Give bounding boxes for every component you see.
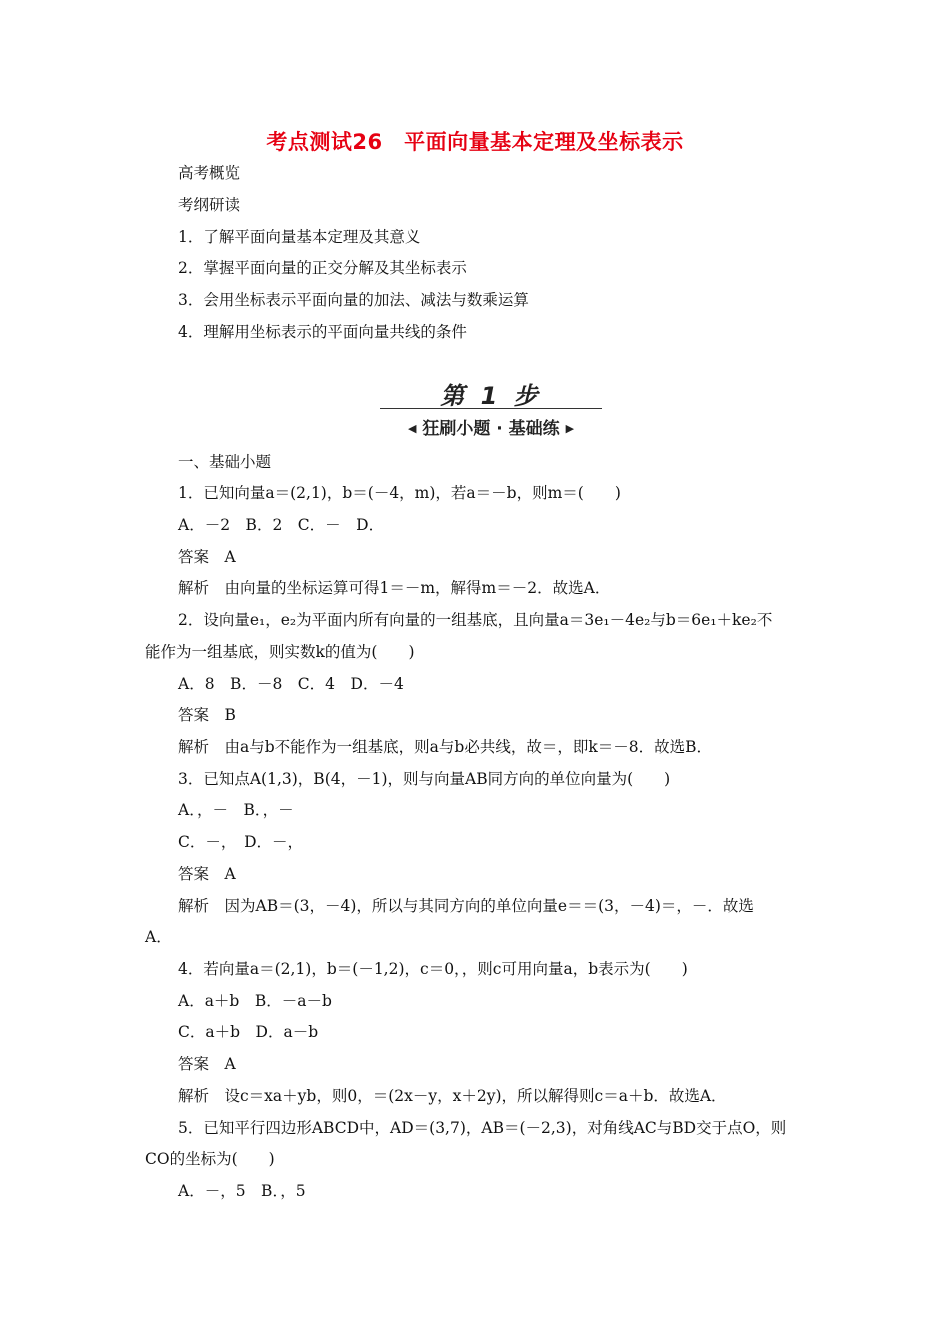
question-2-explanation: 解析 由a与b不能作为一组基底，则a与b必共线，故＝，即k＝－8．故选B． xyxy=(178,738,712,756)
question-1: 1．已知向量a＝(2,1)，b＝(－4，m)，若a＝－b，则m＝( ) xyxy=(178,484,621,502)
page-title: 考点测试26 平面向量基本定理及坐标表示 xyxy=(266,130,684,154)
question-4-answer: 答案 A xyxy=(178,1055,236,1073)
question-3-explanation: 解析 因为AB＝(3，－4)，所以与其同方向的单位向量e＝＝(3，－4)＝，－．故选 xyxy=(178,897,754,915)
step-subtitle xyxy=(380,414,602,439)
step-divider xyxy=(380,408,602,409)
step-subtitle-text: 狂刷小题 · 基础练 xyxy=(422,419,560,439)
question-3-options-cd: C．－， D．－， xyxy=(178,833,304,851)
question-2-options: A．8 B．－8 C．4 D．－4 xyxy=(178,675,404,693)
question-2-answer: 答案 B xyxy=(178,706,236,724)
syllabus-item: 4．理解用坐标表示的平面向量共线的条件 xyxy=(178,323,467,341)
step-title: 第 1 步 xyxy=(440,382,542,410)
question-2-continued: 能作为一组基底，则实数k的值为( ) xyxy=(145,643,415,661)
question-4-options-cd: C．a＋b D．a－b xyxy=(178,1023,319,1041)
question-1-options: A．－2 B．2 C．－ D． xyxy=(178,516,385,534)
question-3-explanation-continued: A． xyxy=(145,928,172,946)
step-banner xyxy=(380,376,602,442)
intro-subheading: 考纲研读 xyxy=(178,196,241,214)
syllabus-item: 1．了解平面向量基本定理及其意义 xyxy=(178,228,421,246)
question-3-answer: 答案 A xyxy=(178,865,236,883)
left-triangle-icon: ◀ xyxy=(407,422,417,435)
right-triangle-icon: ▶ xyxy=(565,422,575,435)
intro-heading: 高考概览 xyxy=(178,164,241,182)
syllabus-item: 2．掌握平面向量的正交分解及其坐标表示 xyxy=(178,259,467,277)
question-4-options-ab: A．a＋b B．－a－b xyxy=(178,992,332,1010)
question-3-options-ab: A．，－ B．，－ xyxy=(178,801,294,819)
question-3: 3．已知点A(1,3)，B(4，－1)，则与向量AB同方向的单位向量为( ) xyxy=(178,770,671,788)
question-2: 2．设向量e₁，e₂为平面内所有向量的一组基底，且向量a＝3e₁－4e₂与b＝6e₁＋ke₂不 xyxy=(178,611,773,629)
question-1-answer: 答案 A xyxy=(178,548,236,566)
question-5-continued: CO的坐标为( ) xyxy=(145,1150,275,1168)
question-4: 4．若向量a＝(2,1)，b＝(－1,2)，c＝0，，则c可用向量a，b表示为( ) xyxy=(178,960,688,978)
question-1-explanation: 解析 由向量的坐标运算可得1＝－m，解得m＝－2．故选A． xyxy=(178,579,611,597)
syllabus-item: 3．会用坐标表示平面向量的加法、减法与数乘运算 xyxy=(178,291,529,309)
section-heading: 一、基础小题 xyxy=(178,453,272,471)
question-5: 5．已知平行四边形ABCD中，AD＝(3,7)，AB＝(－2,3)，对角线AC与BD交于点O，则 xyxy=(178,1119,787,1137)
question-5-options: A．－，5 B．，5 xyxy=(178,1182,306,1200)
question-4-explanation: 解析 设c＝xa＋yb，则0，＝(2x－y，x＋2y)，所以解得则c＝a＋b．故选A． xyxy=(178,1087,727,1105)
